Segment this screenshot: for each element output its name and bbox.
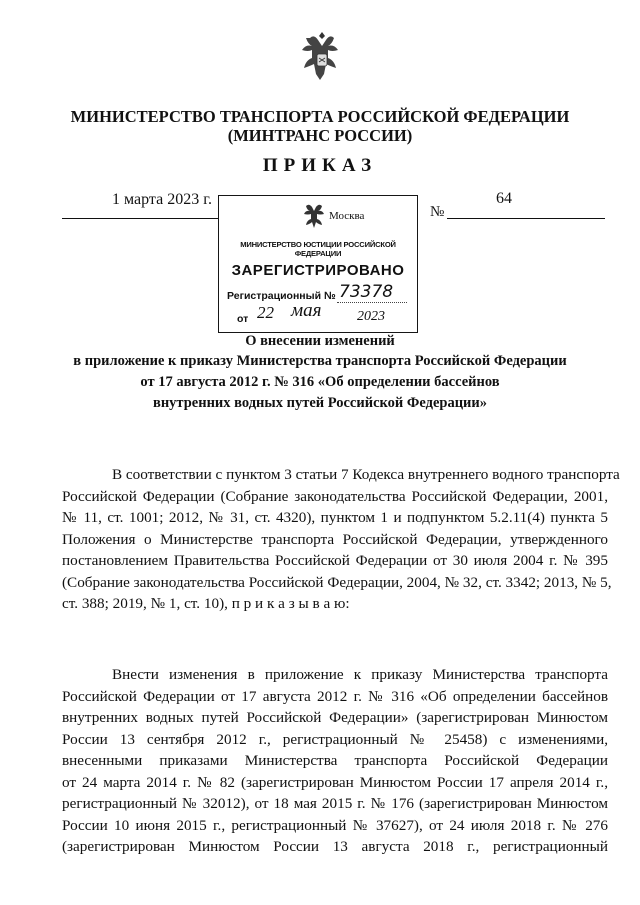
paragraph-line: В соответствии с пунктом 3 статьи 7 Кодекса внутреннего водного транспорта <box>112 466 620 483</box>
ministry-short-name: (МИНТРАНС РОССИИ) <box>227 126 413 145</box>
paragraph-line: России 13 сентября 2012 г., регистрационный № 25458) с изменениями, <box>62 730 608 748</box>
paragraph-line: регистрационный № 32012), от 18 мая 2015 г. № 176 (зарегистрирован Минюстом <box>62 795 608 812</box>
number-underline <box>447 218 605 219</box>
document-type-title: ПРИКАЗ <box>262 155 378 176</box>
date-underline <box>62 218 220 219</box>
paragraph-line: от 24 марта 2014 г. № 82 (зарегистрирован Минюстом России 17 апреля 2014 г., <box>62 773 608 791</box>
subject-line: О внесении изменений <box>245 333 395 349</box>
stamp-emblem-icon <box>303 202 325 228</box>
stamp-status: ЗАРЕГИСТРИРОВАНО <box>231 262 405 279</box>
paragraph-line: № 11, ст. 1001; 2012, № 31, ст. 4320), пунктом 1 и подпунктом 5.2.11(4) пункта 5 <box>62 509 608 526</box>
ministry-name: МИНИСТЕРСТВО ТРАНСПОРТА РОССИЙСКОЙ ФЕДЕРАЦИИ <box>70 107 570 126</box>
stamp-location: Москва <box>329 210 365 222</box>
stamp-organization: МИНИСТЕРСТВО ЮСТИЦИИ РОССИЙСКОЙ ФЕДЕРАЦИИ <box>240 240 396 258</box>
paragraph-line: Российской Федерации (Собрание законодательства Российской Федерации, 2001, <box>62 487 608 505</box>
subject-line: внутренних водных путей Российской Федерации» <box>152 395 488 411</box>
paragraph-line: России 10 июня 2015 г., регистрационный № 37627), от 24 июля 2018 г. № 276 <box>62 816 608 834</box>
preamble-paragraph <box>62 464 620 615</box>
stamp-month: мая <box>291 300 322 321</box>
paragraph-line: Российской Федерации от 17 августа 2012 г. № 316 «Об определении бассейнов <box>62 687 608 705</box>
paragraph-line: постановлением Правительства Российской Федерации от 30 июля 2004 г. № 395 <box>62 552 608 569</box>
stamp-reg-number: 73378 <box>339 282 394 302</box>
registration-stamp <box>218 195 418 333</box>
order-number: 64 <box>496 190 512 207</box>
paragraph-line: ст. 388; 2019, № 1, ст. 10), п р и к а з ы в а ю: <box>62 595 350 612</box>
paragraph-line: внутренних водных путей Российской Федерации» (зарегистрирован Минюстом <box>62 709 608 726</box>
paragraph-line: внесенными приказами Министерства транспорта Российской Федерации <box>62 752 608 769</box>
paragraph-line: (Собрание законодательства Российской Федерации, 2004, № 32, ст. 3342; 2013, № 5, <box>62 573 612 591</box>
order-body-paragraph <box>62 664 608 858</box>
stamp-reg-label: Регистрационный № <box>227 290 336 302</box>
reg-number-underline <box>337 302 407 303</box>
stamp-year: 2023 <box>357 309 385 324</box>
subject-line: в приложение к приказу Министерства транспорта Российской Федерации <box>73 353 567 369</box>
order-number-sign: № <box>430 204 445 220</box>
paragraph-line: Положения о Министерстве транспорта Российской Федерации, утвержденного <box>62 530 608 548</box>
stamp-day: 22 <box>257 303 274 322</box>
subject-line: от 17 августа 2012 г. № 316 «Об определении бассейнов <box>140 374 500 390</box>
coat-of-arms-icon <box>302 30 342 84</box>
paragraph-line: Внести изменения в приложение к приказу Министерства транспорта <box>112 666 608 683</box>
paragraph-line: (зарегистрирован Минюстом России 13 августа 2018 г., регистрационный <box>62 838 608 855</box>
order-date: 1 марта 2023 г. <box>112 191 212 208</box>
stamp-from-label: от <box>237 313 249 325</box>
